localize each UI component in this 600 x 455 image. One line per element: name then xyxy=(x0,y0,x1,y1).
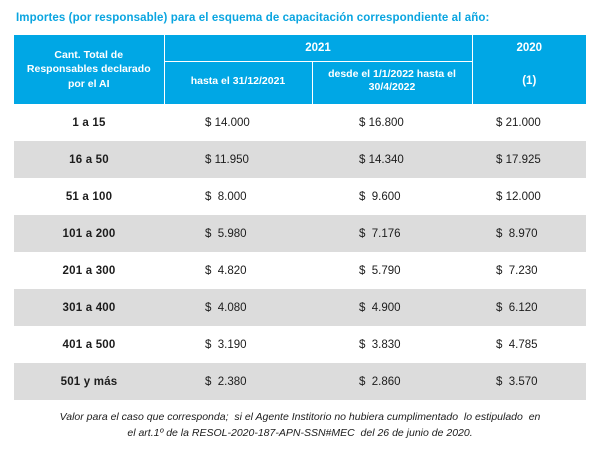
column-header-2020-year: 2020 xyxy=(516,42,543,54)
row-amount-2021-desde: $ 16.800 xyxy=(312,104,472,141)
row-amount-2020: $ 12.000 xyxy=(472,178,586,215)
column-header-2021: 2021 xyxy=(164,35,472,61)
row-range: 51 a 100 xyxy=(14,178,164,215)
table-row xyxy=(14,363,586,400)
column-header-2020 xyxy=(472,35,586,104)
row-amount-2021-hasta: $ 4.080 xyxy=(164,289,312,326)
table-body xyxy=(14,104,586,400)
row-range: 16 a 50 xyxy=(14,141,164,178)
table-row xyxy=(14,104,586,141)
footnote xyxy=(30,409,570,442)
row-range: 201 a 300 xyxy=(14,252,164,289)
table-row xyxy=(14,141,586,178)
row-amount-2021-hasta: $ 8.000 xyxy=(164,178,312,215)
footnote-line-1: Valor para el caso que corresponda; si el Agente Institorio no hubiera cumplimentado lo estipulado en xyxy=(59,411,541,423)
table-row xyxy=(14,178,586,215)
header-row-top xyxy=(14,35,586,61)
row-amount-2020: $ 21.000 xyxy=(472,104,586,141)
column-header-2021-hasta: hasta el 31/12/2021 xyxy=(164,61,312,104)
row-amount-2021-desde: $ 14.340 xyxy=(312,141,472,178)
table-row xyxy=(14,326,586,363)
row-amount-2021-hasta: $ 4.820 xyxy=(164,252,312,289)
table-row xyxy=(14,215,586,252)
row-amount-2020: $ 17.925 xyxy=(472,141,586,178)
row-amount-2020: $ 8.970 xyxy=(472,215,586,252)
row-amount-2020: $ 7.230 xyxy=(472,252,586,289)
rates-table xyxy=(14,35,586,400)
row-range: 101 a 200 xyxy=(14,215,164,252)
column-header-2021-desde: desde el 1/1/2022 hasta el 30/4/2022 xyxy=(312,61,472,104)
row-amount-2021-desde: $ 2.860 xyxy=(312,363,472,400)
row-amount-2021-hasta: $ 2.380 xyxy=(164,363,312,400)
row-amount-2020: $ 3.570 xyxy=(472,363,586,400)
column-header-responsables: Cant. Total de Responsables declarado por el AI xyxy=(14,35,164,104)
footnote-line-2: el art.1º de la RESOL-2020-187-APN-SSN#MEC del 26 de junio de 2020. xyxy=(127,427,473,440)
row-amount-2021-desde: $ 5.790 xyxy=(312,252,472,289)
row-range: 501 y más xyxy=(14,363,164,400)
row-range: 301 a 400 xyxy=(14,289,164,326)
row-amount-2021-hasta: $ 3.190 xyxy=(164,326,312,363)
row-range: 1 a 15 xyxy=(14,104,164,141)
table-row xyxy=(14,252,586,289)
row-amount-2020: $ 6.120 xyxy=(472,289,586,326)
row-amount-2021-hasta: $ 11.950 xyxy=(164,141,312,178)
table-header xyxy=(14,35,586,104)
column-header-2020-note: (1) xyxy=(522,74,537,87)
row-amount-2021-hasta: $ 14.000 xyxy=(164,104,312,141)
row-amount-2021-desde: $ 7.176 xyxy=(312,215,472,252)
row-range: 401 a 500 xyxy=(14,326,164,363)
table-row xyxy=(14,289,586,326)
row-amount-2021-desde: $ 3.830 xyxy=(312,326,472,363)
row-amount-2020: $ 4.785 xyxy=(472,326,586,363)
row-amount-2021-desde: $ 9.600 xyxy=(312,178,472,215)
row-amount-2021-hasta: $ 5.980 xyxy=(164,215,312,252)
page-title: Importes (por responsable) para el esquema de capacitación correspondiente al año: xyxy=(16,12,490,24)
row-amount-2021-desde: $ 4.900 xyxy=(312,289,472,326)
